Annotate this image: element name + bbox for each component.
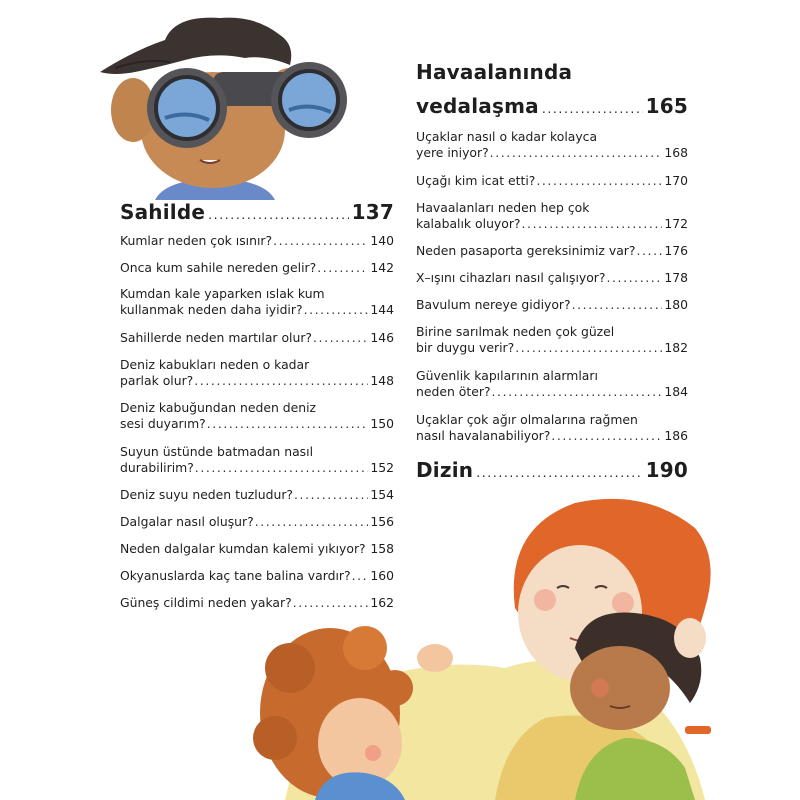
section-page: 165 (645, 94, 688, 118)
section-heading-havaalaninda (416, 94, 688, 118)
toc-entry (416, 412, 688, 444)
entry-text: Uçaklar çok ağır olmalarına rağmen (416, 412, 638, 427)
entry-text: Sahillerde neden martılar olur? (120, 330, 312, 345)
toc-entry (120, 233, 394, 249)
entry-text: Neden pasaporta gereksinimiz var? (416, 243, 636, 258)
entry-text: Okyanuslarda kaç tane balina vardır? (120, 568, 351, 583)
entry-text: kullanmak neden daha iyidir? (120, 302, 303, 317)
entry-text: Suyun üstünde batmadan nasıl (120, 444, 314, 459)
toc-entry (416, 243, 688, 259)
section-page: 190 (645, 458, 688, 482)
section-title: Sahilde (120, 200, 206, 224)
entry-text: Uçağı kim icat etti? (416, 173, 536, 188)
entry-page: 148 (370, 373, 394, 388)
entry-page: 184 (664, 384, 688, 399)
entry-text: X–ışını cihazları nasıl çalışıyor? (416, 270, 606, 285)
entry-text: Neden dalgalar kumdan kalemi yıkıyor? (120, 541, 366, 556)
entry-page: 158 (370, 541, 394, 556)
entry-text: Kumdan kale yaparken ıslak kum (120, 286, 325, 301)
boy-with-binoculars-illustration (95, 10, 370, 200)
entry-page: 178 (664, 270, 688, 285)
toc-entry (416, 368, 688, 400)
entry-text: durabilirim? (120, 460, 194, 475)
entry-page: 186 (664, 428, 688, 443)
entry-text: Deniz suyu neden tuzludur? (120, 487, 293, 502)
entry-text: sesi duyarım? (120, 416, 206, 431)
section-title-line1: Havaalanında (416, 60, 573, 84)
toc-entry (416, 129, 688, 161)
section-title-line2: vedalaşma (416, 94, 539, 118)
section-heading-sahilde (120, 200, 394, 224)
entry-page: 170 (664, 173, 688, 188)
family-hug-illustration (245, 488, 725, 800)
entry-text: Deniz kabukları neden o kadar (120, 357, 310, 372)
entry-page: 156 (370, 514, 394, 529)
toc-entry (120, 357, 394, 389)
entry-text: Bavulum nereye gidiyor? (416, 297, 571, 312)
entry-text: Güneş cildimi neden yakar? (120, 595, 292, 610)
right-toc-column (416, 60, 688, 490)
section-title: Dizin (416, 458, 474, 482)
entry-text: bir duygu verir? (416, 340, 515, 355)
entry-page: 182 (664, 340, 688, 355)
entry-page: 146 (370, 330, 394, 345)
entry-text: nasıl havalanabiliyor? (416, 428, 551, 443)
entry-text: Birine sarılmak neden çok güzel (416, 324, 615, 339)
entry-page: 152 (370, 460, 394, 475)
entry-text: Onca kum sahile nereden gelir? (120, 260, 317, 275)
toc-entry (416, 297, 688, 313)
entry-page: 154 (370, 487, 394, 502)
toc-entry (416, 200, 688, 232)
toc-entry (416, 173, 688, 189)
toc-entry (120, 260, 394, 276)
entry-text: parlak olur? (120, 373, 194, 388)
entry-page: 168 (664, 145, 688, 160)
entry-page: 172 (664, 216, 688, 231)
entry-page: 162 (370, 595, 394, 610)
entry-page: 140 (370, 233, 394, 248)
entry-page: 160 (370, 568, 394, 583)
toc-entry (120, 400, 394, 432)
entry-page: 176 (664, 243, 688, 258)
toc-entry (120, 286, 394, 318)
entry-page: 142 (370, 260, 394, 275)
entry-page: 150 (370, 416, 394, 431)
entry-text: Güvenlik kapılarının alarmları (416, 368, 598, 383)
entry-text: neden öter? (416, 384, 491, 399)
section-heading-dizin (416, 458, 688, 482)
entry-text: Deniz kabuğundan neden deniz (120, 400, 317, 415)
entry-page: 144 (370, 302, 394, 317)
toc-entry (416, 324, 688, 356)
toc-entry (120, 330, 394, 346)
entry-page: 180 (664, 297, 688, 312)
toc-entry (120, 444, 394, 476)
toc-entry (416, 270, 688, 286)
entry-text: kalabalık oluyor? (416, 216, 521, 231)
entry-text: yere iniyor? (416, 145, 489, 160)
entry-text: Uçaklar nasıl o kadar kolayca (416, 129, 598, 144)
section-page: 137 (351, 200, 394, 224)
entry-text: Dalgalar nasıl oluşur? (120, 514, 254, 529)
entry-text: Havaalanları neden hep çok (416, 200, 590, 215)
entry-text: Kumlar neden çok ısınır? (120, 233, 273, 248)
